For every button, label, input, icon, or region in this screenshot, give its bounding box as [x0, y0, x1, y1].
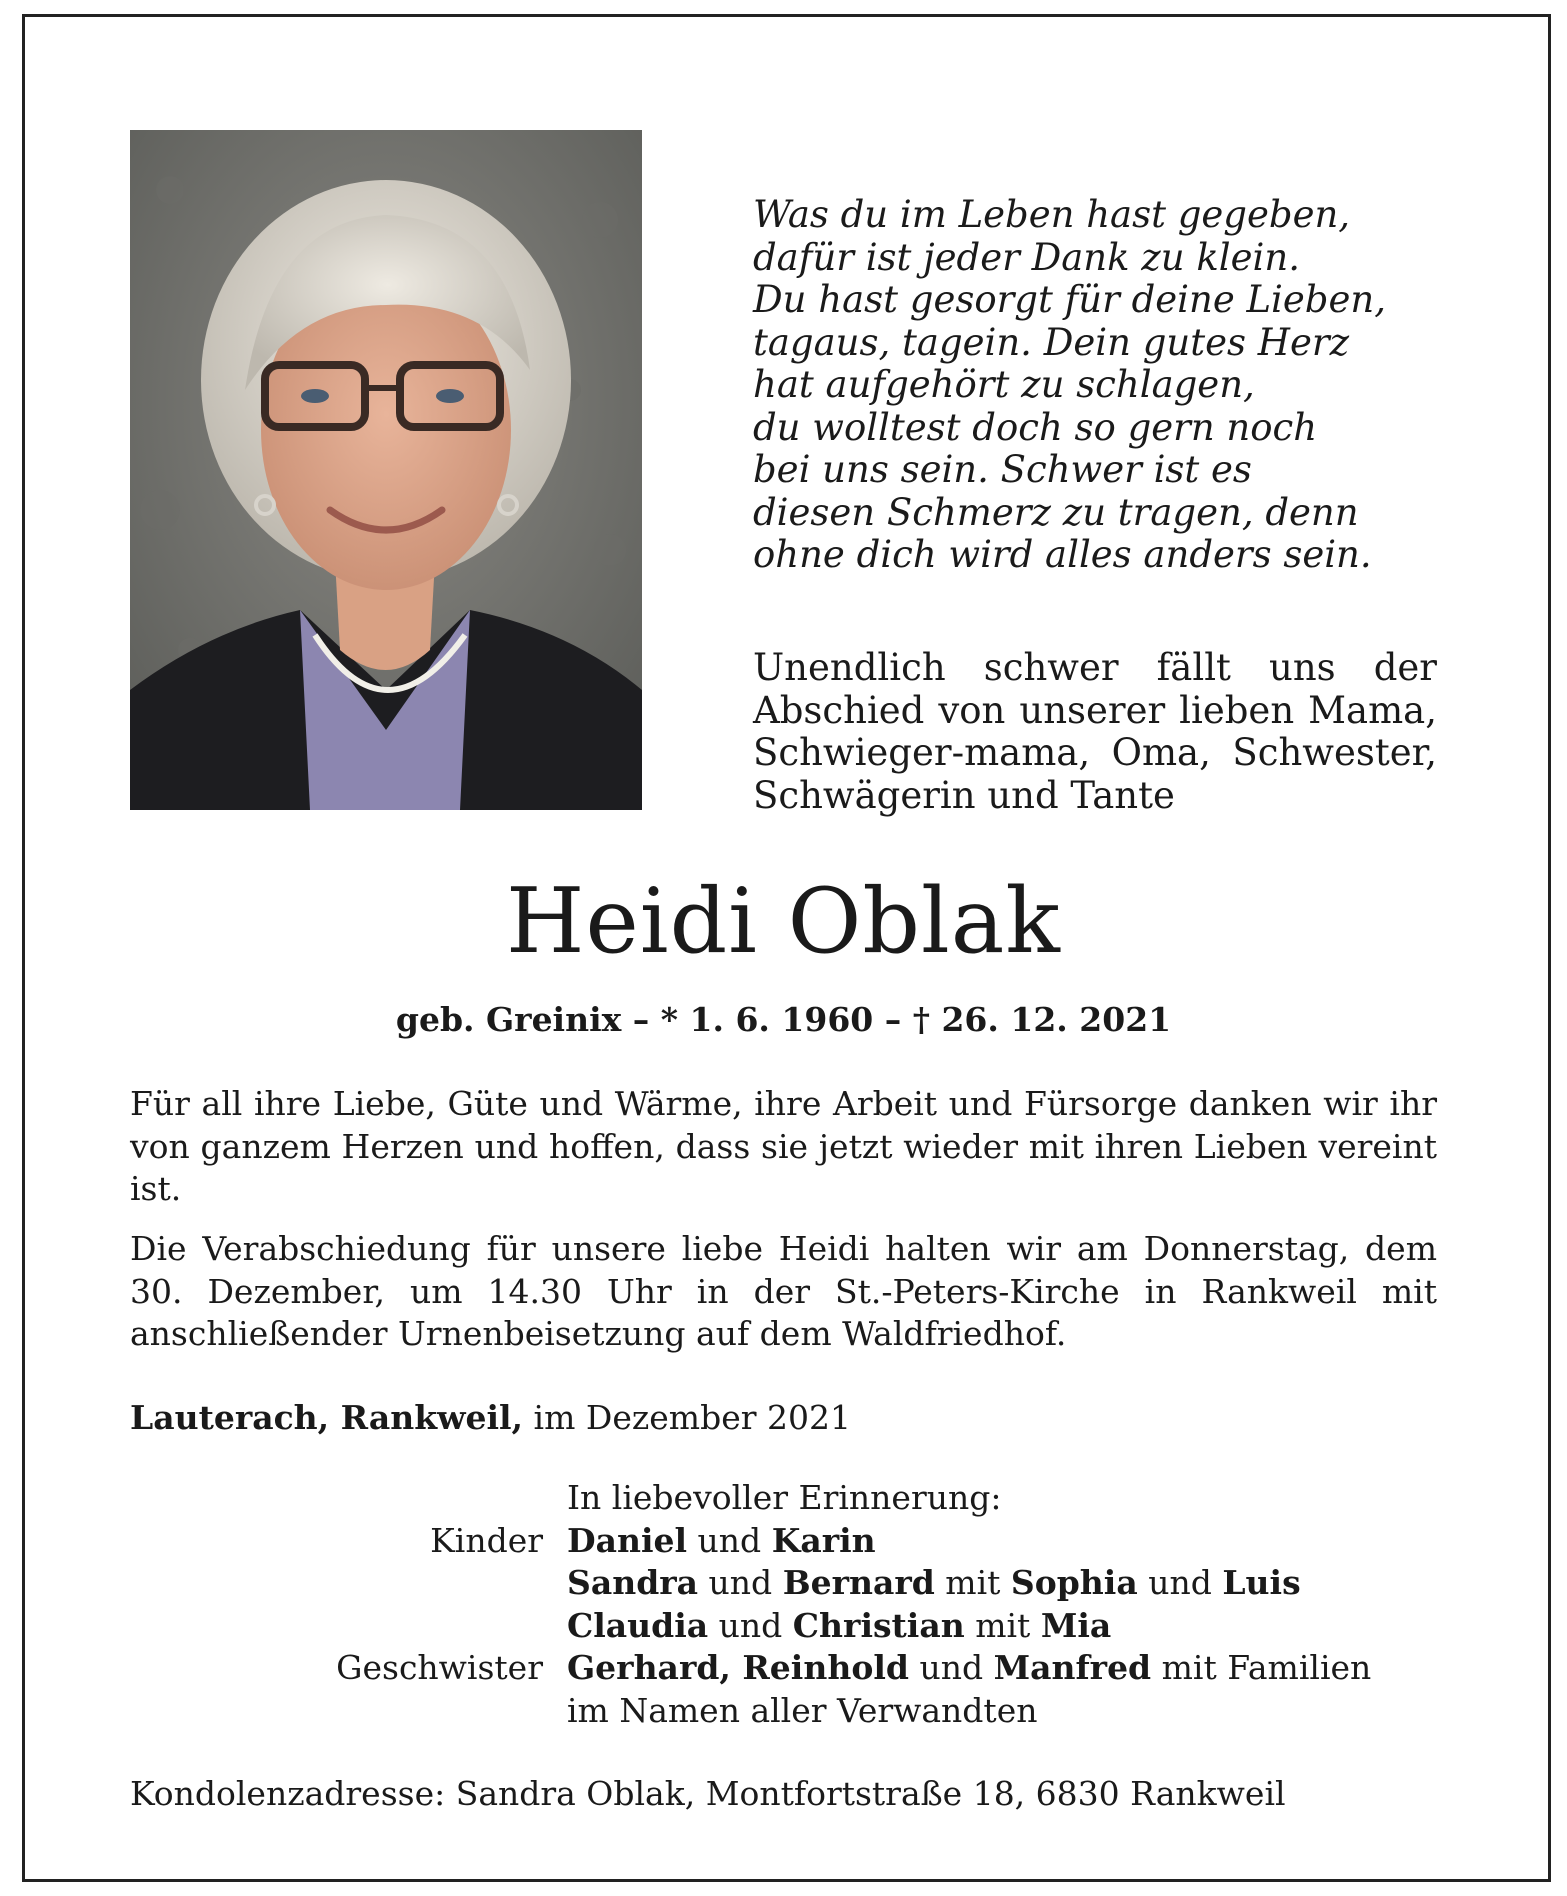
poem-line: diesen Schmerz zu tragen, denn	[753, 490, 1359, 534]
poem-line: du wolltest doch so gern noch	[753, 405, 1318, 449]
poem	[753, 194, 1473, 577]
poem-line: tagaus, tagein. Dein gutes Herz	[753, 320, 1350, 364]
birth-death-dates: geb. Greinix – * 1. 6. 1960 – † 26. 12. 2021	[395, 1000, 1172, 1039]
mourners-list	[0, 1477, 1567, 1732]
ceremony-paragraph: Die Verabschiedung für unsere liebe Heidi halten wir am Donnerstag, dem 30. Dezember, um 14.30 Uhr in der St.-Peters-Kirche in Rankweil mit anschließender Urnenbeisetzung auf dem Waldfriedhof.	[130, 1229, 1437, 1353]
poem-line: dafür ist jeder Dank zu klein.	[753, 235, 1300, 279]
children-row: Sandra und Bernard mit Sophia und Luis	[567, 1563, 1301, 1602]
deceased-name: Heidi Oblak	[506, 869, 1061, 974]
poem-line: Was du im Leben hast gegeben,	[753, 193, 1351, 236]
relatives-footer: im Namen aller Verwandten	[567, 1690, 1038, 1730]
children-label: Kinder	[430, 1520, 543, 1560]
place-date: im Dezember 2021	[523, 1398, 851, 1437]
memory-heading: In liebevoller Erinnerung:	[567, 1478, 1002, 1517]
poem-line: Du hast gesorgt für deine Lieben,	[753, 278, 1386, 321]
condolence-address: Kondolenzadresse: Sandra Oblak, Montfortstraße 18, 6830 Rankweil	[130, 1774, 1286, 1813]
portrait-photo	[130, 130, 642, 810]
gratitude-paragraph: Für all ihre Liebe, Güte und Wärme, ihre Arbeit und Fürsorge danken wir ihr von ganzem Herzen und hoffen, dass sie jetzt wieder mit ihren Lieben vereint ist.	[130, 1084, 1437, 1208]
children-row: Claudia und Christian mit Mia	[567, 1605, 1112, 1645]
siblings-row: Gerhard, Reinhold und Manfred mit Familien	[567, 1648, 1372, 1687]
poem-line: ohne dich wird alles anders sein.	[753, 533, 1372, 576]
place-date-line	[130, 1397, 851, 1439]
place-names: Lauterach, Rankweil,	[130, 1398, 524, 1437]
poem-line: bei uns sein. Schwer ist es	[753, 448, 1252, 491]
siblings-label: Geschwister	[336, 1648, 543, 1687]
children-row: Daniel und Karin	[567, 1520, 876, 1560]
intro-text: Unendlich schwer fällt uns der Abschied von unserer lieben Mama, Schwieger-mama, Oma, Schwester, Schwägerin und Tante	[753, 646, 1437, 817]
poem-line: hat aufgehört zu schlagen,	[753, 363, 1255, 406]
